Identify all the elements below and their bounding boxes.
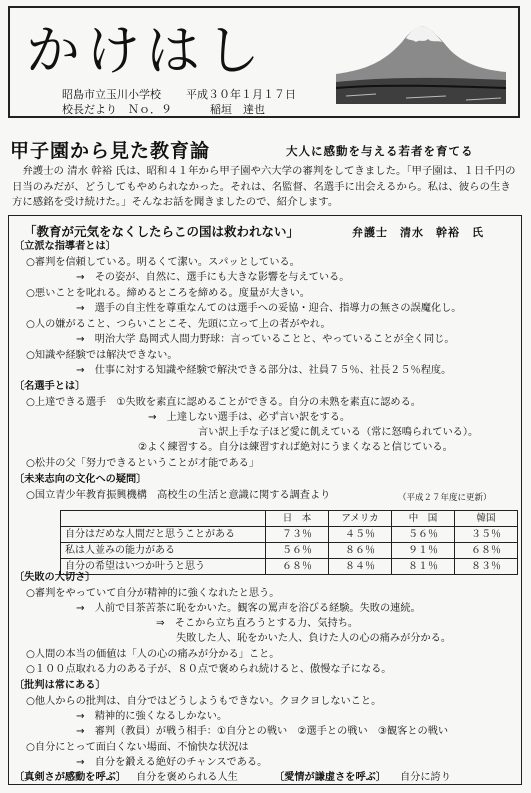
table-cell: ９１％ <box>392 543 455 559</box>
note-line: ○知識や経験では解決できない。 <box>26 350 178 361</box>
note-line: → 人前で目茶苦茶に恥をかいた。観客の罵声を浴びる経験。失敗の連続。 <box>76 603 421 614</box>
note-line: ○審判を信頼している。明るくて潔い。スパッとしている。 <box>26 257 300 268</box>
author-name: 稲垣 達也 <box>210 103 265 116</box>
issue-date: 平成３０年１月１７日 <box>186 88 296 101</box>
table-row <box>61 559 518 575</box>
note-line: → 精神的に強くなるしかない。 <box>76 711 228 722</box>
lecture-quote: 「教育が元気をなくしたらこの国は救われない」 <box>24 224 300 239</box>
table-header-cell: アメリカ <box>329 511 392 527</box>
table-cell: ８４％ <box>329 559 392 575</box>
table-header-cell <box>61 511 266 527</box>
table-cell: ５６％ <box>392 527 455 543</box>
table-cell: ８１％ <box>392 559 455 575</box>
table-cell: 自分の希望はいつか叶うと思う <box>61 559 266 575</box>
table-row <box>61 543 518 559</box>
note-line: ○人の嫌がること、つらいことこそ、先頭に立って上の者がやれ。 <box>26 319 331 330</box>
note-line: ○国立青少年教育振興機構 高校生の生活と意識に関する調査より <box>26 490 331 501</box>
table-row <box>61 527 518 543</box>
note-line: ○自分にとって面白くない場面、不愉快な状況は <box>26 742 249 753</box>
section-heading: 〔名選手とは〕 <box>14 381 86 392</box>
table-cell: 私は人並みの能力がある <box>61 543 266 559</box>
table-header-cell: 韓国 <box>455 511 518 527</box>
section-heading: 〔立派な指導者とは〕 <box>14 241 116 252</box>
note-line: ②よく練習する。自分は練習すれば絶対にうまくなると信じている。 <box>138 442 453 453</box>
survey-note: （平成２７年度に更新） <box>398 493 492 503</box>
note-line: → 選手の自主性を尊重なんてのは選手への妥協・迎合、指導力の無さの誤魔化し。 <box>76 303 462 314</box>
table-header-cell: 中 国 <box>392 511 455 527</box>
section-heading: 〔未来志向の文化への疑問〕 <box>14 474 147 485</box>
note-line: ○審判をやっていて自分が精神的に強くなれたと思う。 <box>26 588 280 599</box>
note-line: ○人間の本当の価値は「人の心の痛みが分かる」こと。 <box>26 649 280 660</box>
table-header-row <box>61 511 518 527</box>
note-line: → 上達しない選手は、必ず言い訳をする。 <box>148 412 351 423</box>
note-line: → その姿が、自然に、選手にも大きな影響を与えている。 <box>76 272 350 283</box>
table-cell: ６８％ <box>266 559 329 575</box>
table-cell: 自分はだめな人間だと思うことがある <box>61 527 266 543</box>
table-header-cell: 日 本 <box>266 511 329 527</box>
article-headline: 甲子園から見た教育論 <box>10 140 211 162</box>
section-heading: 〔批判は常にある〕 <box>14 680 106 691</box>
table-cell: ３５％ <box>455 527 518 543</box>
table-cell: ８３％ <box>455 559 518 575</box>
quote-speaker: 弁護士 清水 幹裕 氏 <box>352 226 484 239</box>
table-cell: ４５％ <box>329 527 392 543</box>
note-line: → 仕事に対する知識や経験で解決できる部分は、社員７５％、社長２５％程度。 <box>76 365 452 376</box>
section-heading: 〔失敗の大切さ〕 <box>14 572 96 583</box>
table-cell: ７３％ <box>266 527 329 543</box>
note-line: → 自分を鍛える絶好のチャンスである。 <box>76 757 268 768</box>
note-line: → 審判（教員）が戦う相手：①自分との戦い ②選手との戦い ③観客との戦い <box>76 726 449 737</box>
table-cell: ６８％ <box>455 543 518 559</box>
note-line: 自分を褒められる人生 <box>136 772 238 783</box>
school-name: 昭島市立玉川小学校 <box>62 88 161 101</box>
note-line: ○松井の父「努力できるということが才能である」 <box>26 458 260 469</box>
table-cell: ８６％ <box>329 543 392 559</box>
note-line: 失敗した人、恥をかいた人、負けた人の心の痛みが分かる。 <box>176 633 452 644</box>
intro-paragraph: 弁護士の 清水 幹裕 氏は、昭和４１年から甲子園や六大学の審判をしてきました。「甲子園は、１日千円の日当のみだが、どうしてもやめられなかった。それは、名監督、名選手に出会えるから。私は、彼らの生き方に感銘を受け続けた。」そんなお話を聞きましたので、紹介します。 <box>12 165 516 208</box>
table-cell: ５６％ <box>266 543 329 559</box>
issue-number: 校長だより Ｎｏ．９ <box>62 103 172 116</box>
note-line: 自分に誇り <box>400 772 451 783</box>
section-heading: 〔真剣さが感動を呼ぶ〕 <box>14 772 127 783</box>
section-heading: 〔愛情が謙虚さを呼ぶ〕 <box>274 772 387 783</box>
note-line: 言い訳上手な子ほど愛に飢えている（常に怒鳴られている）。 <box>198 427 479 438</box>
newsletter-title: かけはし <box>26 19 266 82</box>
article-subtitle: 大人に感動を与える若者を育てる <box>286 144 474 158</box>
note-line: ○他人からの批判は、自分ではどうしようもできない。クヨクヨしないこと。 <box>26 696 382 707</box>
note-line: ○上達できる選手 ①失敗を素直に認めることができる。自分の未熟を素直に認める。 <box>26 397 421 408</box>
note-line: → 明治大学 島岡式人間力野球：言っていることと、やっていることが全く同じ。 <box>76 334 455 345</box>
note-line: ⇒ そこから立ち直ろうとする力、気持ち。 <box>156 618 359 629</box>
mount-fuji-illustration <box>336 12 506 104</box>
note-line: ○１００点取れる力のある子が、８０点で褒められ続けると、傲慢な子になる。 <box>26 664 392 675</box>
note-line: ○悪いことを叱れる。締めるところを締める。度量が大きい。 <box>26 288 310 299</box>
survey-table <box>60 510 518 575</box>
